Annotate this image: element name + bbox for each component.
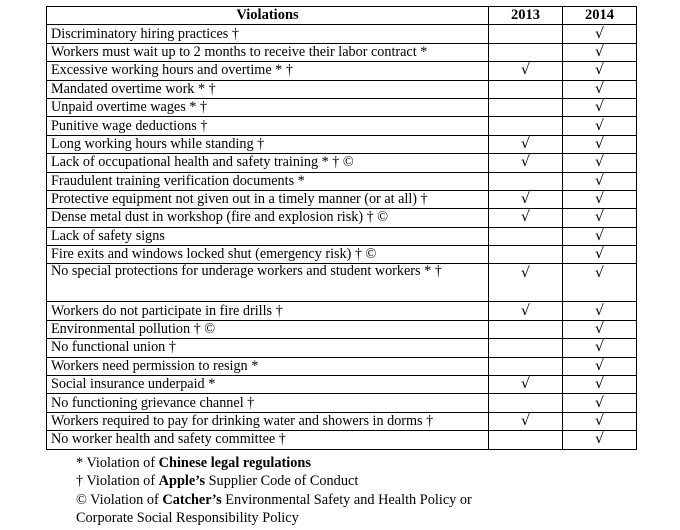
violation-cell: Workers need permission to resign * bbox=[47, 357, 489, 375]
check-2014-cell: √ bbox=[563, 302, 637, 320]
check-2014-cell: √ bbox=[563, 43, 637, 61]
violation-cell: Unpaid overtime wages * † bbox=[47, 98, 489, 116]
table-row bbox=[47, 117, 637, 135]
check-2014-cell: √ bbox=[563, 394, 637, 412]
check-2014-cell: √ bbox=[563, 246, 637, 264]
table-row bbox=[47, 320, 637, 338]
table-row bbox=[47, 135, 637, 153]
violation-cell: Workers do not participate in fire drills † bbox=[47, 302, 489, 320]
table-row bbox=[47, 154, 637, 172]
violation-cell: Protective equipment not given out in a timely manner (or at all) † bbox=[47, 190, 489, 208]
check-2014-cell: √ bbox=[563, 98, 637, 116]
check-2014-cell: √ bbox=[563, 190, 637, 208]
violations-header: Violations bbox=[47, 7, 489, 25]
check-2013-cell bbox=[489, 357, 563, 375]
check-2013-cell bbox=[489, 80, 563, 98]
note-bold: Apple’s bbox=[158, 473, 206, 490]
check-2014-cell: √ bbox=[563, 431, 637, 449]
violation-cell: Environmental pollution † © bbox=[47, 320, 489, 338]
table-row bbox=[47, 62, 637, 80]
table-row bbox=[47, 25, 637, 43]
check-2014-cell: √ bbox=[563, 227, 637, 245]
check-2014-cell: √ bbox=[563, 376, 637, 394]
check-2014-cell: √ bbox=[563, 412, 637, 430]
check-2014-cell: √ bbox=[563, 62, 637, 80]
table-row bbox=[47, 80, 637, 98]
table-row bbox=[47, 209, 637, 227]
table-header-row bbox=[47, 7, 637, 25]
table-row bbox=[47, 412, 637, 430]
table-row bbox=[47, 357, 637, 375]
note-text: Environmental Safety and Health Policy or bbox=[221, 491, 472, 508]
note-chinese-law bbox=[76, 454, 472, 472]
violation-cell: Mandated overtime work * † bbox=[47, 80, 489, 98]
check-2013-cell bbox=[489, 43, 563, 61]
check-2013-cell bbox=[489, 320, 563, 338]
check-2013-cell: √ bbox=[489, 135, 563, 153]
violation-cell: No functional union † bbox=[47, 339, 489, 357]
table-row bbox=[47, 376, 637, 394]
check-2014-cell: √ bbox=[563, 117, 637, 135]
violation-cell: Fraudulent training verification documents * bbox=[47, 172, 489, 190]
table-row bbox=[47, 43, 637, 61]
check-2013-cell: √ bbox=[489, 209, 563, 227]
violation-cell: Workers required to pay for drinking water and showers in dorms † bbox=[47, 412, 489, 430]
violation-cell: No worker health and safety committee † bbox=[47, 431, 489, 449]
violation-cell: Punitive wage deductions † bbox=[47, 117, 489, 135]
year-2014-header: 2014 bbox=[563, 7, 637, 25]
table-row bbox=[47, 246, 637, 264]
check-2013-cell: √ bbox=[489, 264, 563, 302]
violation-cell: Social insurance underpaid * bbox=[47, 376, 489, 394]
violation-cell: No functioning grievance channel † bbox=[47, 394, 489, 412]
note-bold: Catcher’s bbox=[162, 491, 222, 508]
table-row bbox=[47, 172, 637, 190]
violation-cell: Long working hours while standing † bbox=[47, 135, 489, 153]
violation-cell: Fire exits and windows locked shut (emergency risk) † © bbox=[47, 246, 489, 264]
note-apple-code bbox=[76, 472, 472, 490]
violation-cell: Lack of occupational health and safety training * † © bbox=[47, 154, 489, 172]
check-2014-cell: √ bbox=[563, 264, 637, 302]
table-row bbox=[47, 264, 637, 302]
table-row bbox=[47, 227, 637, 245]
check-2013-cell bbox=[489, 227, 563, 245]
note-text: © Violation of bbox=[76, 491, 163, 508]
check-2013-cell bbox=[489, 339, 563, 357]
check-2013-cell bbox=[489, 117, 563, 135]
check-2013-cell: √ bbox=[489, 154, 563, 172]
check-2013-cell bbox=[489, 394, 563, 412]
table-row bbox=[47, 190, 637, 208]
check-2014-cell: √ bbox=[563, 80, 637, 98]
note-csr-policy: Corporate Social Responsibility Policy bbox=[76, 510, 299, 527]
check-2013-cell bbox=[489, 246, 563, 264]
year-2013-header: 2013 bbox=[489, 7, 563, 25]
check-2014-cell: √ bbox=[563, 25, 637, 43]
table-row bbox=[47, 339, 637, 357]
table-row bbox=[47, 302, 637, 320]
check-2013-cell bbox=[489, 172, 563, 190]
check-2013-cell: √ bbox=[489, 62, 563, 80]
table-row bbox=[47, 98, 637, 116]
violation-cell: Workers must wait up to 2 months to receive their labor contract * bbox=[47, 43, 489, 61]
check-2014-cell: √ bbox=[563, 135, 637, 153]
check-2014-cell: √ bbox=[563, 209, 637, 227]
note-text: * Violation of bbox=[76, 455, 159, 471]
check-2014-cell: √ bbox=[563, 320, 637, 338]
note-text: † Violation of bbox=[76, 473, 159, 490]
check-2014-cell: √ bbox=[563, 339, 637, 357]
note-catcher-policy bbox=[76, 491, 472, 509]
violation-cell: Dense metal dust in workshop (fire and explosion risk) † © bbox=[47, 209, 489, 227]
check-2013-cell: √ bbox=[489, 190, 563, 208]
check-2013-cell bbox=[489, 25, 563, 43]
check-2014-cell: √ bbox=[563, 154, 637, 172]
violation-cell: Discriminatory hiring practices † bbox=[47, 25, 489, 43]
violation-cell: Excessive working hours and overtime * † bbox=[47, 62, 489, 80]
check-2014-cell: √ bbox=[563, 172, 637, 190]
violation-cell: Lack of safety signs bbox=[47, 227, 489, 245]
check-2013-cell bbox=[489, 431, 563, 449]
table-row bbox=[47, 431, 637, 449]
check-2013-cell: √ bbox=[489, 376, 563, 394]
check-2014-cell: √ bbox=[563, 357, 637, 375]
check-2013-cell: √ bbox=[489, 412, 563, 430]
check-2013-cell bbox=[489, 98, 563, 116]
note-text: Supplier Code of Conduct bbox=[205, 473, 359, 490]
check-2013-cell: √ bbox=[489, 302, 563, 320]
legend-notes bbox=[76, 454, 472, 528]
note-bold: Chinese legal regulations bbox=[158, 455, 311, 471]
violation-cell: No special protections for underage workers and student workers * † bbox=[47, 264, 489, 302]
table-row bbox=[47, 394, 637, 412]
violations-table bbox=[46, 6, 637, 450]
